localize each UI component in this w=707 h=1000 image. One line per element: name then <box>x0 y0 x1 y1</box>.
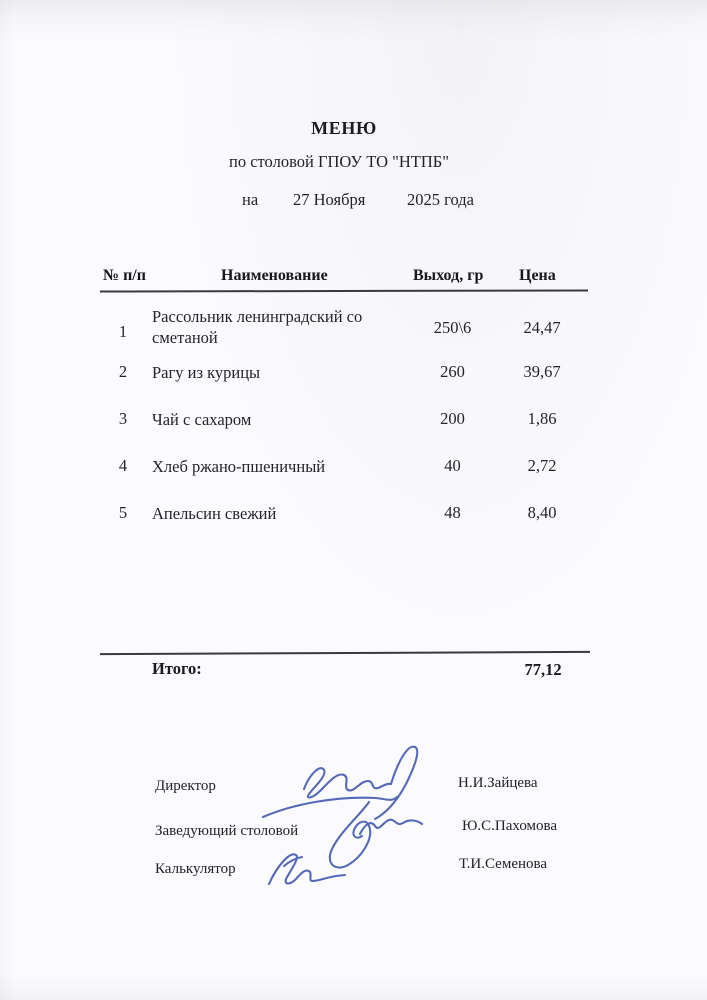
header-number: № п/п <box>103 267 146 284</box>
total-divider-line <box>100 651 590 655</box>
signature-role-calculator: Калькулятор <box>155 861 236 877</box>
menu-item-weight: 260 <box>440 362 465 381</box>
menu-item-weight: 40 <box>444 456 461 475</box>
total-label: Итого: <box>152 659 202 678</box>
header-weight: Выход, гр <box>413 267 484 284</box>
steward-signature <box>330 802 422 868</box>
menu-item-name: Хлеб ржано-пшеничный <box>152 457 326 476</box>
menu-item-name: Рассольник ленинградский со сметаной <box>152 307 363 347</box>
menu-item-weight: 200 <box>440 409 465 428</box>
signature-role-director: Директор <box>155 778 216 794</box>
header-divider-line <box>100 289 588 292</box>
menu-item-number: 2 <box>118 362 128 381</box>
signature-name-director: Н.И.Зайцева <box>458 775 538 791</box>
menu-item-price: 39,67 <box>523 362 561 381</box>
total-value: 77,12 <box>524 660 562 679</box>
menu-item-weight: 48 <box>444 503 461 522</box>
handwritten-signatures <box>248 735 448 895</box>
menu-item-name: Рагу из курицы <box>152 363 261 382</box>
menu-item-number: 5 <box>118 503 128 522</box>
menu-item-number: 3 <box>118 409 128 428</box>
director-signature <box>263 747 417 819</box>
menu-item-price: 1,86 <box>527 409 557 428</box>
header-name: Наименование <box>221 267 328 284</box>
signature-name-steward: Ю.С.Пахомова <box>462 818 558 834</box>
signature-name-calculator: Т.И.Семенова <box>459 856 548 872</box>
date-prefix: на <box>242 190 259 209</box>
header-price: Цена <box>519 267 556 284</box>
menu-item-weight: 250\6 <box>433 318 472 337</box>
menu-item-price: 2,72 <box>527 456 557 475</box>
date-day: 27 Ноября <box>293 190 366 209</box>
menu-item-name: Апельсин свежий <box>152 504 277 523</box>
document-title: МЕНЮ <box>311 118 377 138</box>
menu-item-number: 4 <box>118 456 128 475</box>
date-year: 2025 года <box>407 190 474 209</box>
document-subtitle: по столовой ГПОУ ТО "НТПБ" <box>229 152 449 171</box>
menu-item-name: Чай с сахаром <box>152 410 252 429</box>
menu-item-number: 1 <box>118 322 128 341</box>
calculator-signature <box>269 854 345 884</box>
menu-item-price: 24,47 <box>523 318 561 337</box>
menu-item-price: 8,40 <box>527 503 557 522</box>
signature-role-steward: Заведующий столовой <box>155 823 299 839</box>
